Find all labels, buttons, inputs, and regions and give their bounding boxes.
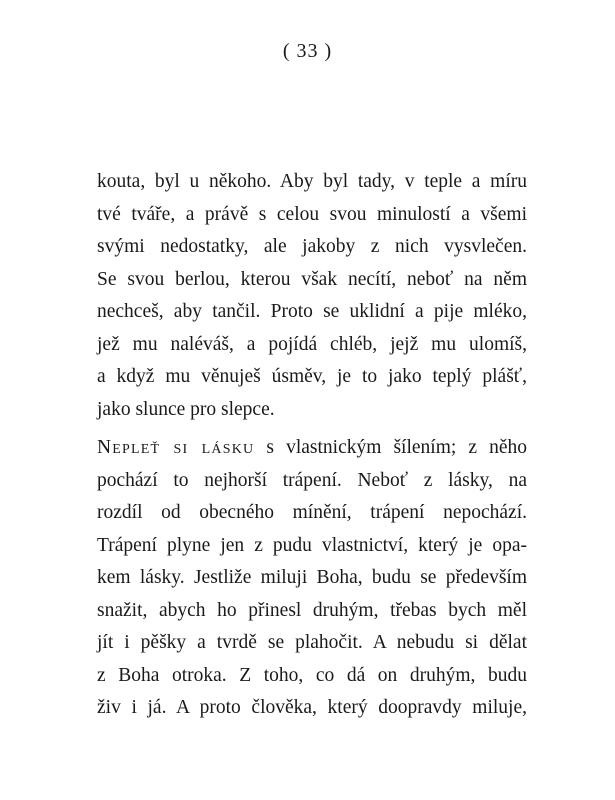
first-line-rest: s vlastnickým šílením; z něho [254,437,527,458]
text-line: snažit, abych ho přinesl druhým, třebas bych měl [97,599,527,621]
page-number: ( 33 ) [282,40,333,62]
text-line: jež mu naléváš, a pojídá chléb, jejž mu ulomíš, [97,333,527,355]
text-line: a když mu věnuješ úsměv, je to jako teplý plášť, [97,366,527,387]
text-line: jít i pěšky a tvrdě se plahočit. A nebudu si dělat [97,632,527,653]
text-line: rozdíl od obecného mínění, trápení nepochází. [97,502,527,523]
text-line: nechceš, aby tančil. Proto se uklidní a pije mléko, [97,301,527,322]
text-line: Se svou berlou, kterou však necítí, neboť na něm [97,268,527,290]
text-line: kouta, byl u někoho. Aby byl tady, v teple a míru [97,171,527,192]
text-line: jako slunce pro slepce. [97,398,275,420]
text-line: z Boha otroka. Z toho, co dá on druhým, budu [97,664,527,686]
text-line: svými nedostatky, ale jakoby z nich vysvlečen. [97,236,527,257]
text-line: kem lásky. Jestliže miluji Boha, budu se především [97,567,527,588]
text-line: Trápení plyne jen z pudu vlastnictví, který je opa- [97,534,527,556]
text-line: tvé tváře, a právě s celou svou minulostí a všemi [97,203,527,225]
paragraph-2 [97,432,527,725]
paragraph-1 [97,166,527,426]
text-line [97,432,527,465]
text-line: živ i já. A proto člověka, který doopravdy miluje, [97,697,527,718]
lead-in-smallcaps: Nepleť si lásku [97,437,255,458]
text-line: pochází to nejhorší trápení. Neboť z lásky, na [97,469,527,491]
